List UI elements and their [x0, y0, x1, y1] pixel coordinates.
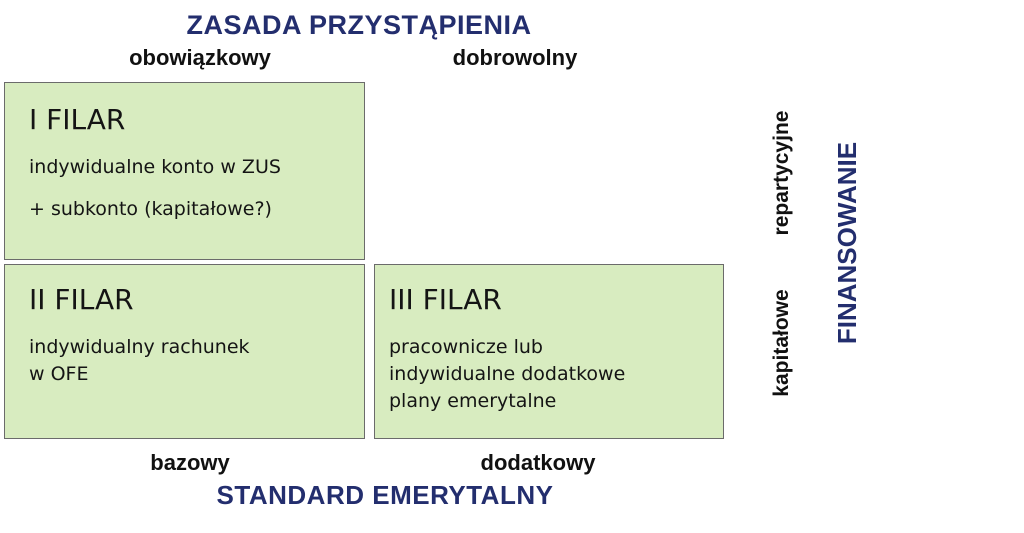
top-title: ZASADA PRZYSTĄPIENIA [186, 10, 532, 40]
row-label-funded: kapitałowe [770, 289, 793, 397]
pillar-3-line-3: plany emerytalne [389, 390, 557, 412]
bottom-title: STANDARD EMERYTALNY [216, 480, 554, 510]
pillar-1-line-2: + subkonto (kapitałowe?) [29, 198, 272, 220]
column-label-mandatory: obowiązkowy [129, 45, 271, 70]
pillar-2-line-2: w OFE [29, 363, 89, 385]
pillar-1-title: I FILAR [29, 103, 126, 136]
pillar-2-title: II FILAR [29, 283, 134, 316]
row-label-pay-as-you-go: repartycyjne [770, 110, 793, 236]
pillar-2-box [4, 264, 365, 439]
column-label-additional: dodatkowy [480, 450, 596, 475]
pillar-2-line-1: indywidualny rachunek [29, 336, 250, 358]
pillar-3-line-2: indywidualne dodatkowe [389, 363, 626, 385]
pillar-3-title: III FILAR [389, 283, 502, 316]
pillar-3-line-1: pracownicze lub [389, 336, 543, 358]
pillar-1-box [4, 82, 365, 260]
pillar-3-box [374, 264, 724, 439]
column-label-voluntary: dobrowolny [452, 45, 578, 70]
side-title-financing: FINANSOWANIE [832, 141, 862, 345]
pillar-1-line-1: indywidualne konto w ZUS [29, 156, 281, 178]
column-label-basic: bazowy [150, 450, 230, 475]
